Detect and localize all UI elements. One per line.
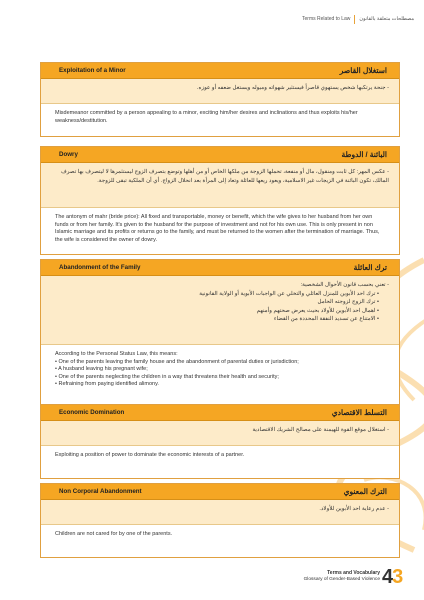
section-text-en xyxy=(41,208,399,254)
english-definition: The antonym of mahr (bride price): All fixed and transportable, money or benefit, which the wife gives to her husband from her own funds or from her family. It's given to the husband for the purpose of investment and not for his own use. This is only present in non Islamic marriage and its profits or returns go to the family, and must be returned to the women after the termination of marriage. Thus, the wife is considered the owner of dowry. xyxy=(55,214,380,243)
page-number-digit-2: 3 xyxy=(392,566,403,588)
arabic-list xyxy=(51,290,389,324)
list-item: • Refraining from paying identified alimony. xyxy=(55,381,159,388)
section-abandonment-of-family xyxy=(40,259,400,416)
list-item: • ترك احد الأبوين للمنزل العائلي والتخلي عن الواجبات الأبوية أو الولاية القانونية xyxy=(199,290,379,297)
footer-line-2: Glossary of Gender-Based Violence xyxy=(303,577,380,582)
section-title-ar: التسلط الاقتصادي xyxy=(331,408,387,417)
footer-line-1: Terms and Vocabulary xyxy=(327,570,380,576)
section-text-ar xyxy=(41,276,399,345)
section-text-en xyxy=(41,104,399,136)
english-definition: Children are not cared for by one of the parents. xyxy=(55,531,173,537)
section-title-en: Economic Domination xyxy=(59,409,125,416)
list-item: • A husband leaving his pregnant wife; xyxy=(55,366,148,373)
section-title-en: Abandonment of the Family xyxy=(59,264,141,271)
section-title-ar: ترك العائلة xyxy=(353,263,387,272)
english-definition: Misdemeanor committed by a person appealing to a minor, exciting him/her desires and inclinations and thus exploits his/her weakness/destitution. xyxy=(55,110,358,124)
english-intro: According to the Personal Status Law, this means: xyxy=(55,351,178,357)
arabic-definition: - جنحة يرتكبها شخص يستهوي قاصراً فيستثير شهواته وميوله ويستغل ضعفه أو عوزه. xyxy=(196,85,389,91)
list-item: • الامتناع عن تسديد النفقة المحددة من القضاء xyxy=(273,316,379,322)
english-definition: Exploiting a position of power to dominate the economic interests of a partner. xyxy=(55,452,245,458)
section-dowry xyxy=(40,146,400,255)
section-text-ar xyxy=(41,421,399,446)
section-title-en: Non Corporal Abandonment xyxy=(59,488,142,495)
arabic-definition: - استغلال موقع القوة للهيمنة على مصالح الشريك الاقتصادية xyxy=(252,427,389,433)
list-item: • اهمال احد الأبوين للأولاد بحيث يعرض صحتهم وأمنهم xyxy=(256,307,379,314)
list-item: • ترك الزوج لزوجته الحامل xyxy=(317,299,379,305)
section-non-corporal-abandonment xyxy=(40,483,400,558)
header-divider xyxy=(354,15,355,24)
arabic-intro: - تعني بحسب قانون الأحوال الشخصية: xyxy=(300,282,389,288)
section-text-en xyxy=(41,525,399,557)
english-list xyxy=(55,359,385,389)
section-text-en xyxy=(41,446,399,478)
list-item: • One of the parents neglecting the children in a way that threatens their health and security; xyxy=(55,373,279,380)
section-text-ar xyxy=(41,79,399,104)
running-header xyxy=(244,12,414,26)
section-header xyxy=(41,63,399,79)
section-title-ar: البائنة / الدوطة xyxy=(341,150,387,159)
page-number xyxy=(382,566,402,589)
section-text-ar xyxy=(41,163,399,208)
section-header xyxy=(41,260,399,276)
section-title-ar: استغلال القاصر xyxy=(339,66,387,75)
page-number-digit-1: 4 xyxy=(382,566,393,588)
arabic-definition: - عدم رعاية احد الأبوين للأولاد. xyxy=(319,506,389,512)
running-header-en: Terms Related to Law xyxy=(302,16,351,22)
section-header xyxy=(41,147,399,163)
footer xyxy=(300,570,380,583)
section-exploitation-of-minor xyxy=(40,62,400,137)
section-title-en: Exploitation of a Minor xyxy=(59,67,126,74)
running-header-ar: مصطلحات متعلقة بالقانون xyxy=(359,16,414,22)
list-item: • One of the parents leaving the family house and the abandonment of parental duties or jurisdiction; xyxy=(55,358,299,365)
section-title-en: Dowry xyxy=(59,151,78,158)
section-economic-domination xyxy=(40,404,400,479)
arabic-definition: - عكس المهر: كل ثابت ومنقول، مال أو منفعة، تحملها الزوجة من ملكها الخاص أو من أهلها وتوضع بتصرف الزوج ليستثمرها لا ليتصرف بها تصرف المالك، تكون البائنة في الزيجات غير الاسلامية، ويعود ريعها للعائلة وتعاد إلى المرأة بعد انحلال الزواج. أي أن الملكية تبقى للزوجة. xyxy=(60,169,389,184)
section-header xyxy=(41,405,399,421)
section-text-ar xyxy=(41,500,399,525)
section-header xyxy=(41,484,399,500)
section-title-ar: الترك المعنوي xyxy=(343,487,387,496)
